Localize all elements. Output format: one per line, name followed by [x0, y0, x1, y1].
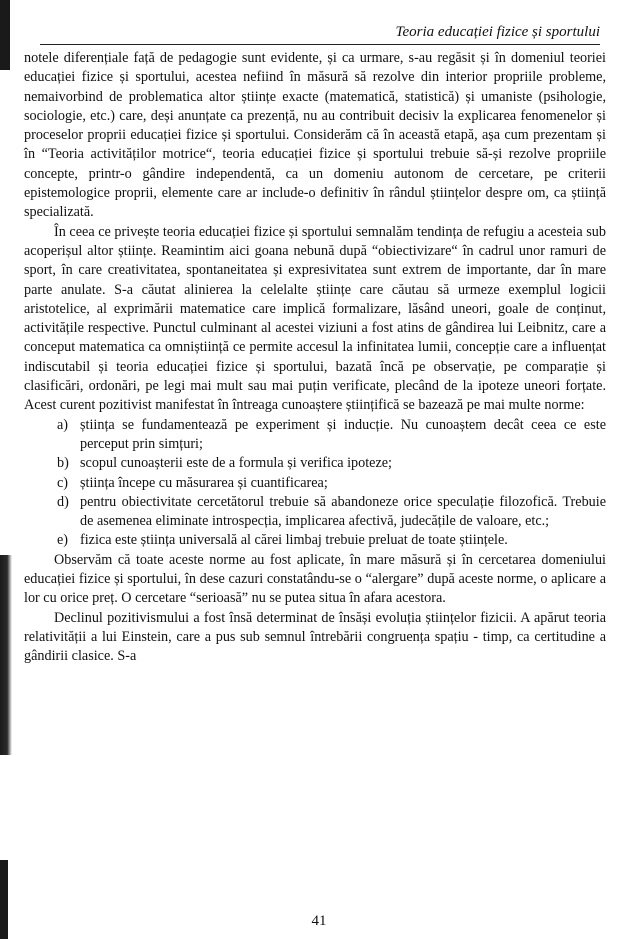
scan-shadow [0, 555, 12, 755]
list-item [24, 454, 606, 473]
list-item [24, 531, 606, 550]
list-marker: e) [57, 532, 69, 549]
list-item-text: pentru obiectivitate cercetătorul trebuie să abandoneze orice speculație filozofică. Trebuie de asemenea eliminate introspecția, implicarea afectivă, judecățile de valoare, etc.; [80, 493, 606, 530]
scan-shadow [0, 0, 10, 70]
list-item-text: știința începe cu măsurarea și cuantificarea; [80, 474, 328, 491]
page-number: 41 [311, 913, 327, 929]
list-item-text: știința se fundamentează pe experiment și inducție. Nu cunoaștem decât ceea ce este perceput prin simțuri; [80, 416, 606, 452]
norms-list [24, 416, 606, 551]
paragraph: Observăm că toate aceste norme au fost aplicate, în mare măsură și în cercetarea domeniului educației fizice și sportului, în dese cazuri constatându-se o “alergare” după aceste norme, o aplicare a lor cu orice preț. O cercetare “serioasă” nu se putea situa în afara acestora. [24, 551, 606, 607]
body-text [24, 49, 606, 667]
paragraph: Declinul pozitivismului a fost însă determinat de însăși evoluția științelor fizicii. A apărut teoria relativității a lui Einstein, care a pus sub semnul întrebării congruența spațiu - timp, ca certitudine a gândirii clasice. S-a [24, 609, 606, 665]
paragraph: În ceea ce privește teoria educației fizice și sportului semnalăm tendința de refugiu a acesteia sub acoperișul altor științe. Reamintim aici goana nebună după “obiectivizare“ în cadrul unor ramuri de sport, în care creativitatea, spontaneitatea și expresivitatea sunt extrem de importante, dar în mare parte anulate. S-a căutat alinierea la celelalte științe care căutau să urmeze exemplul logicii aristotelice, al exprimării matematice care implică formalizare, lăsând uneori, goale de conținut, activitățile respective. Punctul culminant al acestei viziuni a fost atins de gândirea lui Leibnitz, care a conceput matematica ca omniștiință ce permite accesul la infinitatea lumii, concepție care a influențat indiscutabil și teoria educației fizice și sportului, bazată încă pe observație, pe comparație și clasificări, ordonări, pe legi mai mult sau mai puțin verificate, plecând de la ipoteze uneori forțate. Acest curent pozitivist manifestat în întreaga cunoaștere științifică se bazează pe mai multe norme: [24, 223, 606, 414]
list-marker: c) [57, 474, 69, 491]
running-header [40, 14, 600, 45]
list-item-text: fizica este știința universală al cărei limbaj trebuie preluat de toate științele. [80, 532, 508, 549]
list-item [24, 416, 606, 455]
list-item [24, 474, 606, 493]
list-item-text: scopul cunoașterii este de a formula și verifica ipoteze; [80, 455, 393, 472]
list-marker: b) [57, 455, 69, 472]
list-marker: d) [57, 493, 69, 510]
list-marker: a) [57, 416, 69, 433]
paragraph: notele diferențiale față de pedagogie sunt evidente, și ca urmare, s-au regăsit și în domeniul teoriei educației fizice și sportului, acestea nefiind în măsură să rezolve din interior propriile probleme, nemaivorbind de problematica altor științe exacte (matematică, statistică) și umaniste (psihologie, sociologie, etc.) care, deși anunțate ca prezență, nu au contribuit decisiv la explicarea fenomenelor și proceselor proprii educației fizice și sportului. Considerăm că în această etapă, așa cum prezentam și în “Teoria activităților motrice“, teoria educației fizice și sportului trebuie să-și rezolve propriile concepte, printr-o gândire independentă, ca un domeniu autonom de cercetare, pe criterii epistemologice proprii, elemente care ar include-o definitiv în rândul științelor despre om, ca știință specializată. [24, 50, 606, 221]
list-item [24, 493, 606, 532]
header-title: Teoria educației fizice și sportului [395, 24, 600, 40]
